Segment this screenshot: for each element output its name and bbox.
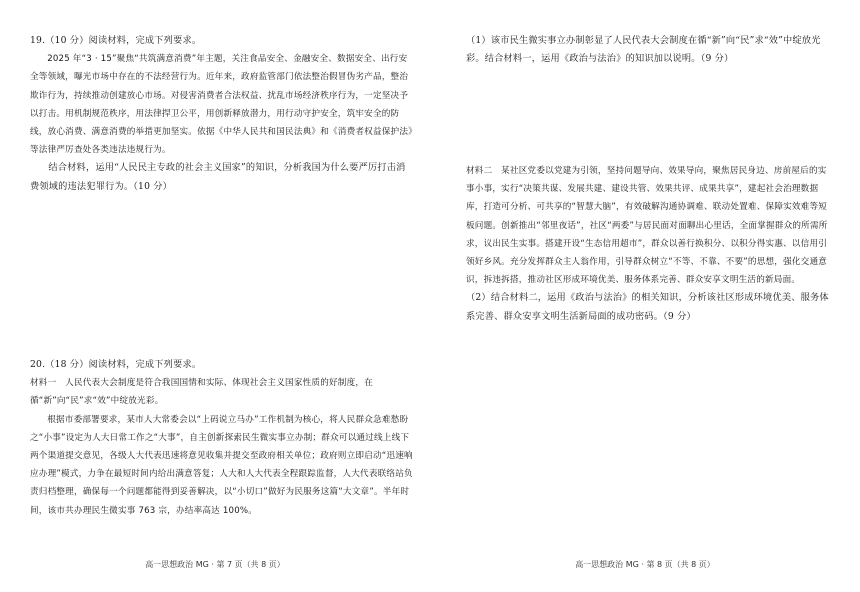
- page-8-footer: 高一思想政治 MG · 第 8 页（共 8 页）: [575, 560, 715, 569]
- page-8: [430, 0, 860, 592]
- question-20-sub-1: （1）该市民生微实事立办制彰显了人民代表大会制度在循“新”向“民”求“效”中绽放光彩。结合材料一，运用《政治与法治》的知识加以说明。（9 分）: [466, 35, 821, 65]
- question-20-heading: 20.（18 分）阅读材料，完成下列要求。: [30, 359, 202, 370]
- question-20-material-1-body: 根据市委部署要求，某市人大常委会以“上码说立马办”工作机制为核心，将人民群众急难愁盼之“小事”设定为人大日常工作之“大事”，自主创新探索民生微实事立办制；群众可以通过线上线下两个渠道提交意见，各级人大代表迅速将意见收集并提交至政府相关单位；政府则立即启动“迅速响应办理”模式，力争在最短时间内给出满意答复；人大和人大代表全程跟踪监督，人大代表联络站负责归档整理，确保每一个问题都能得到妥善解决，以“小切口”做好为民服务这篇“大文章”。半年时间，该市共办理民生微实事 763 宗，办结率高达 100%。: [30, 414, 413, 516]
- material-2-body: 材料二 某社区党委以党建为引领，坚持问题导向、效果导向，聚焦居民身边、房前屋后的实事小事，实行“决策共谋、发展共建、建设共管、效果共评、成果共享”，建起社会治理数据库，打造可分析、可共享的“智慧大脑”，有效破解沟通协调难、联动处置难、保障实效难等短板问题。创新推出“邻里夜话”，社区“两委”与居民面对面聊出心里话，全面掌握群众的所需所求，议出民生实事。搭建开设“生态信用超市”，群众以善行换积分、以积分得实惠、以信用引领好乡风。充分发挥群众主人翁作用，引导群众树立“不等、不靠、不要”的思想，强化交通意识，拆违拆搭，推动社区形成环境优美、服务体系完善、群众安享文明生活的新局面。: [466, 166, 828, 286]
- question-19-prompt: 结合材料，运用“人民民主专政的社会主义国家”的知识，分析我国为什么要严厉打击消费领域的违法犯罪行为。（10 分）: [30, 162, 406, 192]
- question-20-material-1-intro: 材料一 人民代表大会制度是符合我国国情和实际、体现社会主义国家性质的好制度，在循“新”向“民”求“效”中绽放光彩。: [30, 378, 373, 407]
- question-20: [30, 356, 414, 520]
- question-20-sub-2: （2）结合材料二，运用《政治与法治》的相关知识，分析该社区形成环境优美、服务体系完善、群众安享文明生活新局面的成功密码。（9 分）: [466, 292, 829, 322]
- page-7-footer: 高一思想政治 MG · 第 7 页（共 8 页）: [145, 560, 285, 569]
- question-19-material: 2025 年“3 · 15”聚焦“共筑满意消费”年主题，关注食品安全、金融安全、数据安全、出行安全等领域，曝光市场中存在的不法经营行为。近年来，政府监管部门依法整治假冒伪劣产品，整治欺诈行为，持续推动创建放心市场。对侵害消费者合法权益、扰乱市场经济秩序行为，一定坚决予以打击。用机制规范秩序，用法律捍卫公平，用创新释放潜力，用行动守护安全，筑牢安全的防线，放心消费、满意消费的举措更加坚实。依据《中华人民共和国民法典》和《消费者权益保护法》等法律严厉查处各类违法违规行为。: [30, 54, 413, 156]
- question-20-material-2: [466, 162, 832, 326]
- question-19: [30, 32, 414, 196]
- question-19-heading: 19.（10 分）阅读材料，完成下列要求。: [30, 35, 202, 46]
